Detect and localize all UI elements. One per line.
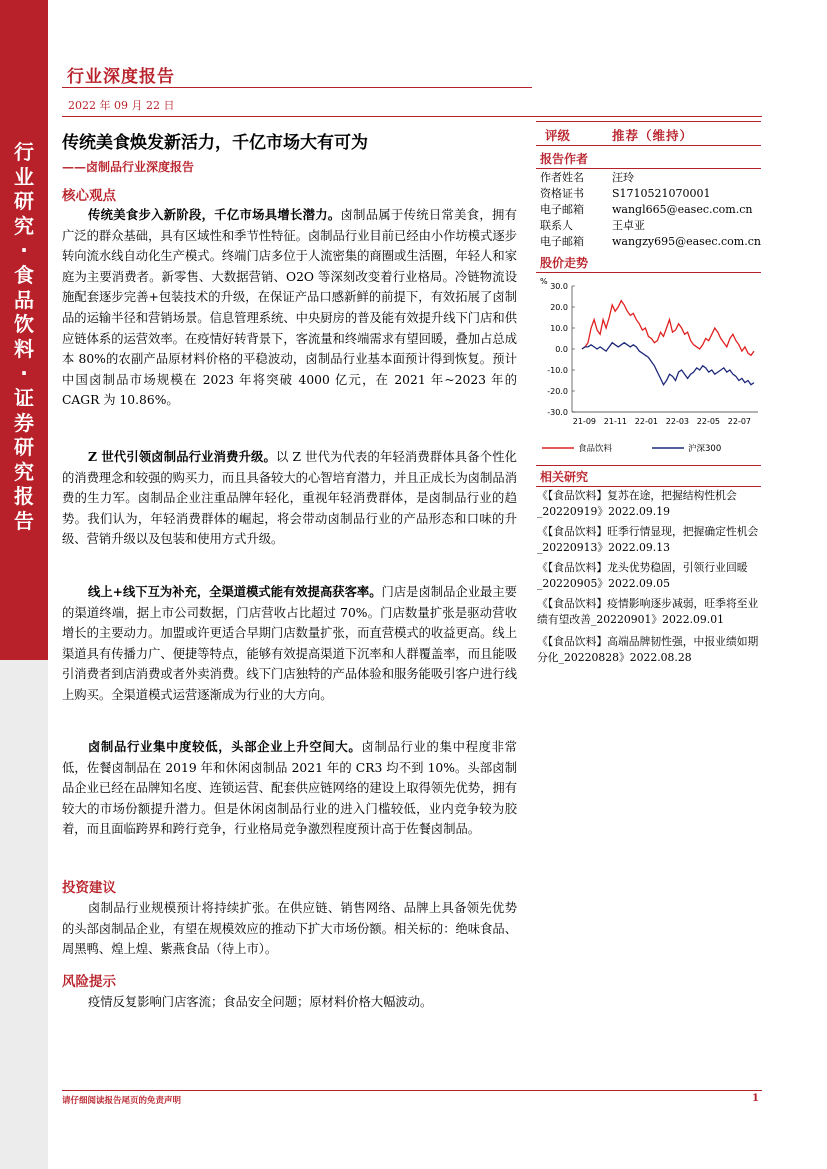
- stock-divider: [536, 272, 761, 273]
- chart-ytick-label: -10.0: [547, 366, 568, 375]
- author-key: 电子邮箱: [540, 203, 584, 216]
- sidebar-char: 研: [14, 189, 34, 214]
- chart-xtick-label: 22-01: [634, 417, 659, 426]
- author-key: 作者姓名: [540, 171, 584, 184]
- author-email[interactable]: wangzy695@easec.com.cn: [612, 235, 761, 248]
- chart-axes: [540, 277, 758, 426]
- research-item[interactable]: 《【食品饮料】复苏在途，把握结构性机会_20220919》2022.09.19: [537, 489, 737, 518]
- date-divider: [62, 116, 762, 117]
- research-item[interactable]: 《【食品饮料】龙头优势稳固，引领行业回暖_20220905》2022.09.05: [537, 561, 748, 590]
- author-key: 电子邮箱: [540, 235, 584, 248]
- rating-label: 评级: [545, 128, 571, 143]
- page-number: 1: [752, 1093, 759, 1104]
- research-item[interactable]: 《【食品饮料】旺季行情显现，把握确定性机会_20220913》2022.09.13: [537, 525, 759, 554]
- risk-heading: 风险提示: [62, 974, 116, 990]
- core-paragraph-1-text: 卤制品属于传统日常美食，拥有广泛的群众基础，具有区域性和季节性特征。卤制品行业目前已经由小作坊模式逐步转向流水线自动化生产模式。终端门店多位于人流密集的商圈或生活圈，年轻人和家庭为主要消费者。新零售、大数据营销、O2O 等深刻改变着行业格局。冷链物流设施配套逐步完善+包装技术的升级，在保证产品口感新鲜的前提下，有效拓展了卤制品的运输半径和营销场景。信息管理系统、中央厨房的普及能有效提升线下门店和供应链体系的运营效率。在疫情好转背景下，客流量和终端需求有望回暖，叠加占总成本 80%的农副产品原材料价格的平稳波动，卤制品行业基本面预计得到恢复。预计中国卤制品市场规模在 2023 年将突破 4000 亿元，在 2021 年~2023 年的 CAGR 为 10.86%。: [62, 208, 517, 408]
- stock-chart: [536, 276, 762, 461]
- sidebar-char: ·: [20, 238, 28, 263]
- research-heading: 相关研究: [540, 470, 589, 484]
- report-date: 2022 年 09 月 22 日: [68, 99, 175, 112]
- author-value: 王卓亚: [612, 219, 645, 232]
- chart-legend-label: 食品饮料: [578, 444, 613, 454]
- risk-paragraph: 疫情反复影响门店客流；食品安全问题；原材料价格大幅波动。: [88, 995, 433, 1009]
- header-divider: [62, 87, 532, 88]
- author-row: [540, 234, 761, 249]
- sidebar-char: 饮: [14, 312, 34, 337]
- chart-xtick-label: 22-05: [696, 417, 721, 426]
- research-item[interactable]: 《【食品饮料】疫情影响逐步减弱，旺季将至业绩有望改善_20220901》2022.09.01: [537, 597, 759, 626]
- research-top-divider: [536, 465, 761, 466]
- footer-divider: [62, 1090, 762, 1091]
- sidebar-char: 究: [14, 213, 34, 238]
- chart-xtick-label: 22-03: [665, 417, 690, 426]
- chart-ytick-label: 10.0: [550, 324, 568, 333]
- chart-ytick-label: 20.0: [550, 303, 568, 312]
- research-divider: [536, 486, 761, 487]
- sidebar-lower-band: [0, 660, 48, 1169]
- core-paragraph-3: [62, 582, 517, 706]
- author-key: 资格证书: [540, 187, 584, 200]
- sidebar-char: ·: [20, 361, 28, 386]
- author-row: [540, 202, 752, 217]
- invest-paragraph: 卤制品行业规模预计将持续扩张。在供应链、销售网络、品牌上具备领先优势的头部卤制品企业，有望在规模效应的推动下扩大市场份额。相关标的：绝味食品、周黑鸭、煌上煌、紫燕食品（待上市）。: [62, 901, 517, 957]
- footer-disclaimer[interactable]: 请仔细阅读报告尾页的免责声明: [62, 1096, 182, 1106]
- chart-series-group: [582, 301, 754, 385]
- core-paragraph-1: [62, 205, 517, 411]
- chart-ytick-label: 30.0: [550, 282, 568, 291]
- chart-legend: [542, 443, 721, 454]
- sidebar-char: 报: [14, 484, 34, 509]
- core-paragraph-3-text: 门店是卤制品企业最主要的渠道终端，据上市公司数据，门店营收占比超过 70%。门店数量扩张是驱动营收增长的主要动力。加盟或许更适合早期门店数量扩张，而直营模式的收益更高。线上渠道具有传播力广、便捷等特点，能够有效提高渠道下沉率和人群覆盖率，而且能吸引消费者到店消费或者外卖消费。线下门店独特的产品体验和服务能吸引客户进行线上购买。全渠道模式运营逐渐成为行业的大方向。: [62, 585, 517, 702]
- core-paragraph-3-lead: 线上+线下互为补充，全渠道模式能有效提高获客率。: [88, 584, 382, 599]
- core-paragraph-4: [62, 737, 517, 840]
- core-paragraph-2: [62, 447, 517, 550]
- author-email[interactable]: wangl665@easec.com.cn: [612, 203, 753, 216]
- sidebar-char: 业: [14, 164, 34, 189]
- sidebar-char: 证: [14, 385, 34, 410]
- core-paragraph-4-text: 卤制品行业的集中程度非常低，佐餐卤制品在 2019 年和休闲卤制品 2021 年的 CR3 均不到 10%。头部卤制品企业已经在品牌知名度、连锁运营、配套供应链网络的建设上取得领先优势，拥有较大的市场份额提升潜力。但是休闲卤制品行业的进入门槛较低，业内竞争较为胶着，而且面临跨界和跨行竞争，行业格局竞争激烈程度预计高于佐餐卤制品。: [62, 740, 517, 837]
- author-row: [540, 186, 711, 201]
- author-row: [540, 170, 634, 185]
- chart-xtick-label: 21-11: [603, 417, 628, 426]
- core-paragraph-2-lead: Z 世代引领卤制品行业消费升级。: [88, 449, 276, 464]
- rating-value: 推荐（维持）: [612, 128, 694, 143]
- report-type: 行业深度报告: [67, 67, 175, 87]
- sidebar-char: 行: [14, 140, 34, 164]
- chart-ytick-label: -20.0: [547, 387, 568, 396]
- sidebar-char: 研: [14, 435, 34, 460]
- rating-bottom-divider: [536, 145, 761, 146]
- chart-series-line: [582, 301, 754, 356]
- author-value: 汪玲: [612, 171, 634, 184]
- stock-heading: 股价走势: [540, 256, 589, 270]
- author-value: S1710521070001: [612, 187, 711, 200]
- core-paragraph-2-text: 以 Z 世代为代表的年轻消费群体具备个性化的消费理念和较强的购买力，而且具备较大的心智培育潜力，并且正成长为卤制品消费的生力军。卤制品企业注重品牌年轻化，重视年轻消费群体，是卤制品行业的趋势。我们认为，年轻消费群体的崛起，将会带动卤制品行业的产品形态和口味的升级、营销升级以及包装和使用方式升级。: [62, 450, 517, 547]
- invest-heading: 投资建议: [62, 880, 116, 896]
- chart-legend-label: 沪深300: [688, 444, 722, 454]
- chart-ytick-label: 0.0: [555, 345, 568, 354]
- sidebar-category-label: [6, 140, 42, 534]
- chart-xtick-label: 22-07: [727, 417, 752, 426]
- sidebar-char: 告: [14, 508, 34, 533]
- sidebar-char: 品: [14, 287, 34, 312]
- core-paragraph-1-lead: 传统美食步入新阶段，千亿市场具增长潜力。: [88, 207, 341, 222]
- sidebar-char: 食: [14, 262, 34, 287]
- sidebar-char: 料: [14, 336, 34, 361]
- chart-ytick-label: -30.0: [547, 408, 568, 417]
- sidebar-char: 究: [14, 459, 34, 484]
- report-title: 传统美食焕发新活力，千亿市场大有可为: [62, 133, 368, 153]
- chart-xtick-label: 21-09: [572, 417, 597, 426]
- research-item[interactable]: 《【食品饮料】高端品牌韧性强，中报业绩如期分化_20220828》2022.08.28: [537, 635, 759, 664]
- author-key: 联系人: [540, 219, 573, 232]
- authors-heading: 报告作者: [540, 152, 589, 166]
- core-heading: 核心观点: [62, 188, 116, 204]
- chart-series-line: [582, 343, 754, 385]
- report-subtitle: ——卤制品行业深度报告: [62, 160, 195, 174]
- rating-top-divider: [536, 121, 761, 122]
- core-paragraph-4-lead: 卤制品行业集中度较低，头部企业上升空间大。: [88, 739, 362, 754]
- authors-divider: [536, 168, 761, 169]
- chart-ylabel: %: [540, 277, 548, 286]
- author-row: [540, 218, 645, 233]
- sidebar-char: 券: [14, 410, 34, 435]
